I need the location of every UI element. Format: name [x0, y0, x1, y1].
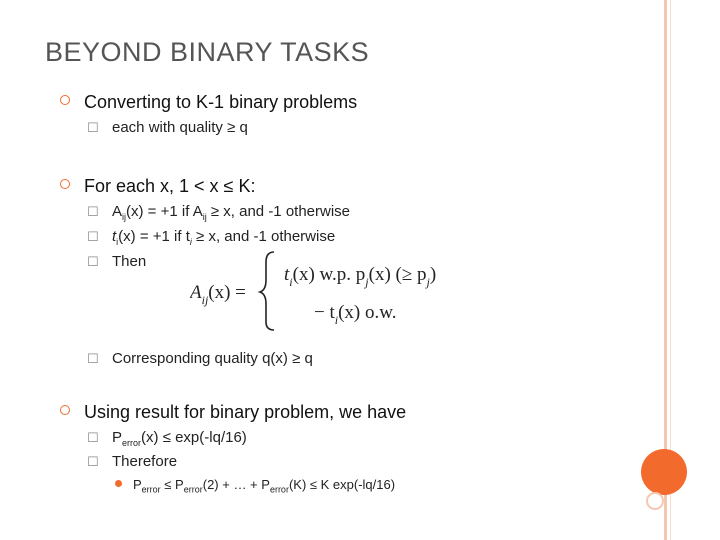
- checkbox-icon: ☐: [87, 454, 99, 469]
- sub-bullet-aij: ☐ $A_{ij}(x) = +1$ if $A_{ij} \ge x$, and -1 otherwise: [87, 203, 351, 222]
- decorative-circle: [641, 449, 687, 495]
- formula-case-bottom: − $t_i(x)$ o.w.: [314, 302, 397, 327]
- decorative-ring: [646, 492, 664, 510]
- bullet-using-result: Using result for binary problem, we have: [84, 402, 406, 423]
- bullet-for-each: For each x, 1 < x ≤ K:: [84, 176, 255, 197]
- sub-bullet-perror: ☐ $P_{error}(x) \le \exp(-lq/16)$: [87, 429, 247, 448]
- formula-lhs: $A_{ij}(x)$ =: [190, 282, 246, 307]
- checkbox-icon: ☐: [87, 254, 99, 269]
- checkbox-icon: ☐: [87, 204, 99, 219]
- sub-bullet-corresponding: ☐ Corresponding quality q(x) ≥ q: [87, 350, 313, 367]
- bullet-marker-icon: [60, 179, 70, 189]
- checkbox-icon: ☐: [87, 229, 99, 244]
- bullet-marker-icon: [60, 95, 70, 105]
- piecewise-formula: [190, 248, 500, 332]
- formula-case-top: $t_i(x)$ w.p. $p_j(x)$ (≥ $p_j$): [284, 264, 437, 289]
- bullet-marker-icon: [60, 405, 70, 415]
- bullet-converting: Converting to K-1 binary problems: [84, 92, 357, 113]
- sub-bullet-quality: ☐ each with quality ≥ q: [87, 119, 248, 136]
- checkbox-icon: ☐: [87, 120, 99, 135]
- sub-bullet-ti: ☐ $t_i(x) = +1$ if $t_i \ge x$, and -1 otherwise: [87, 228, 336, 247]
- checkbox-icon: ☐: [87, 351, 99, 366]
- sub-bullet-then: ☐ Then: [87, 253, 147, 270]
- checkbox-icon: ☐: [87, 430, 99, 445]
- slide-title: BEYOND BINARY TASKS: [45, 37, 370, 67]
- bullet-dot-icon: [115, 480, 122, 487]
- sub-bullet-therefore: ☐ Therefore: [87, 453, 178, 470]
- sub-sub-bullet-bound: $P_{error} \le P_{error}(2)$ + … + $P_{error}(K) \le K$ exp(-lq/16): [133, 477, 395, 495]
- curly-brace: [260, 252, 274, 330]
